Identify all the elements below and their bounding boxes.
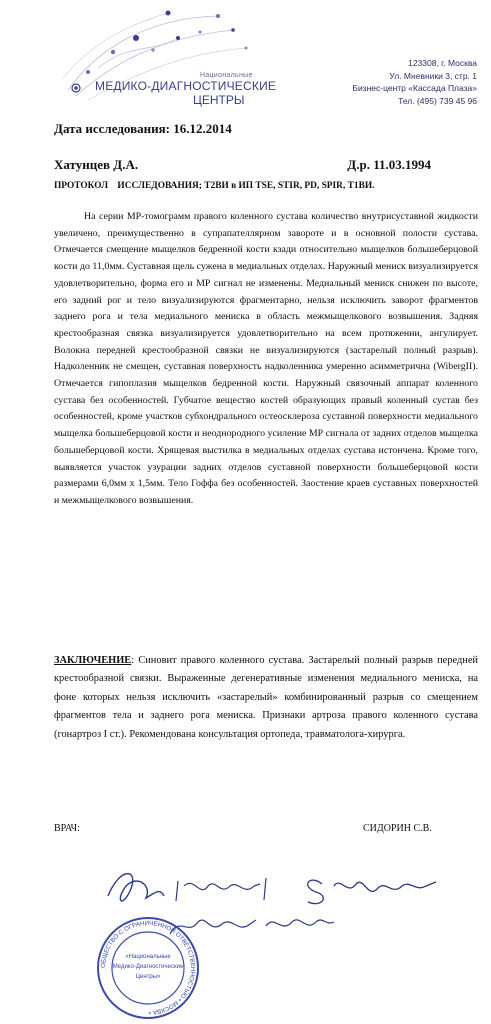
director-signature <box>108 874 164 901</box>
seal-ring-text: ОБЩЕСТВО С ОГРАНИЧЕННОЙ ОТВЕТСТВЕННОСТЬЮ • МОСКВА • <box>99 919 197 1017</box>
study-date: Дата исследования: 16.12.2014 <box>54 121 232 136</box>
address-line: Ул. Мневники 3, стр. 1 <box>389 70 477 81</box>
signatures-and-seal <box>60 856 480 1021</box>
seal-line-3: Центры» <box>135 974 161 980</box>
doctor-label: ВРАЧ: <box>54 823 80 834</box>
director-title-scribble <box>170 920 334 934</box>
doctor-name: СИДОРИН С.В. <box>363 823 432 834</box>
logo-subtitle: Национальные <box>200 72 253 79</box>
patient-dob: Д.р. 11.03.1994 <box>347 157 431 172</box>
phone-line: Тел. (495) 739 45 96 <box>398 95 477 106</box>
doctor-signature <box>308 880 436 903</box>
seal-line-1: «Национальные <box>125 954 171 960</box>
address-line: 123308, г. Москва <box>408 58 477 68</box>
findings-paragraph: На серии МР-томограмм правого коленного сустава количество внутрисуставной жидкости увеличено, преимущественно в супрапателлярном завороте и в основной полости сустава. Отмечается смещение мыщелков бедренной кости кзади относительно мыщелков большеберцовой кости до 11,0мм. Суставная щель сужена в медиальных отделах. Наружный мениск визуализируется удовлетворительно, форма его и МР сигнал не изменены. Медиальный мениск снижен по высоте, его задний рог и тело визуализируются фрагментарно, нельзя исключить заворот фрагментов заднего рога и тела медиального мениска в область межмыщелкового возвышения. Задняя крестообразная связка визуализируется удовлетворительно на всем протяжении, ангулирует. Волокна передней крестообразной связки не визуализируются (застарелый полный разрыв). Надколенник не смещен, суставная поверхность надколенника умеренно асимметрична (WibergII). Отмечается гипоплазия мыщелков бедренной кости. Наружный связочный аппарат коленного сустава без особенностей. Губчатое вещество костей образующих правый коленный сустав без особенностей, кроме участков субхондрального остеосклероза суставной поверхности медиального мыщелка большеберцовой кости и неоднородного усиление МР сигнала от задних отделов мыщелка большеберцовой кости. Хрящевая выстилка в медиальных отделах сустава истончена. Кроме того, выявляется участок узурации задних отделов суставной поверхности большеберцовой кости размерами 6,0мм х 1,5мм. Тело Гоффа без особенностей. Заостение краев суставных поверхностей и межмыщелкового возвышения. <box>54 211 478 506</box>
conclusion-label: ЗАКЛЮЧЕНИЕ <box>54 655 132 666</box>
protocol-heading: ПРОТОКОЛ ИССЛЕДОВАНИЯ; Т2ВИ в ИП TSE, STIR, PD, SPIR, Т1ВИ. <box>54 181 375 191</box>
conclusion-paragraph <box>54 652 478 744</box>
patient-name: Хатунцев Д.А. <box>54 157 139 172</box>
seal-line-2: Медико-Диагностические <box>112 964 184 970</box>
conclusion-text: : Синовит правого коленного сустава. Застарелый полный разрыв передней крестообразной связки. Выраженные дегенеративные изменения медиального мениска, на фоне которых нельзя исключить «застарелый» комбинированный разрыв со смещением фрагментов тела и заднего рога мениска. Признаки артроза правого коленного сустава (гонартроз I ст.). Рекомендована консультация ортопеда, травматолога-хирурга. <box>54 655 478 740</box>
round-seal <box>98 918 198 1018</box>
clinic-address <box>352 57 477 107</box>
handwritten-name-scribble <box>176 878 266 901</box>
logo-title-line1: МЕДИКО-ДИАГНОСТИЧЕСКИЕ <box>95 79 277 93</box>
logo-title-line2: ЦЕНТРЫ <box>193 93 245 107</box>
address-line: Бизнес-центр «Кассада Плаза» <box>352 83 477 93</box>
